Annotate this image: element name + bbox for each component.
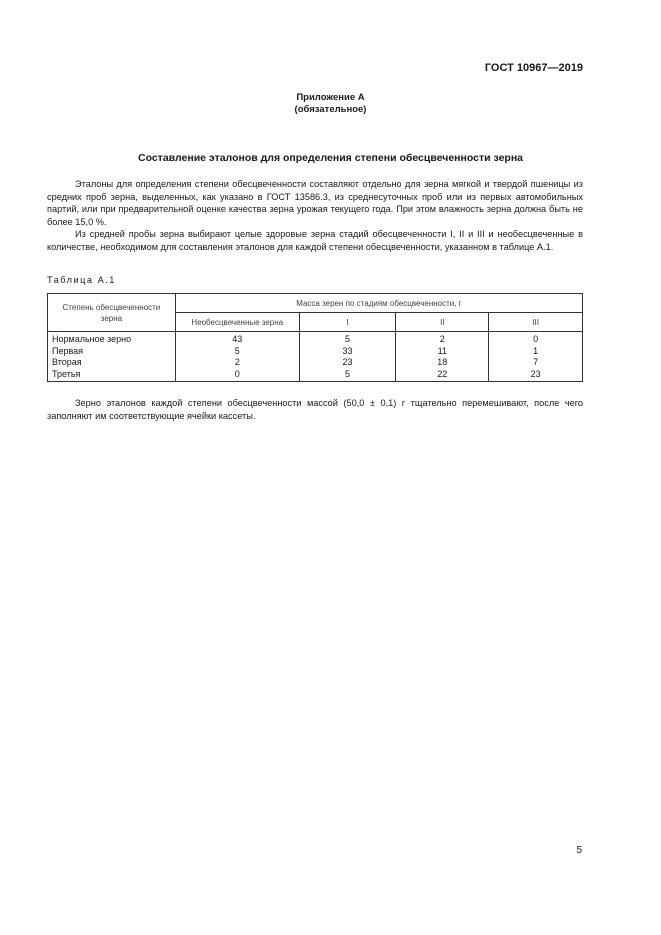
- row-label: Третья: [48, 369, 176, 382]
- section-title: Составление эталонов для определения степени обесцвеченности зерна: [137, 152, 523, 164]
- cell-value: 2: [175, 357, 299, 369]
- closing-paragraph: Зерно эталонов каждой степени обесцвеченности массой (50,0 ± 0,1) г тщательно перемешивают, после чего заполняют им соответствующие ячейки кассеты.: [47, 398, 583, 421]
- column-header-unbleached: Необесцвеченные зерна: [175, 313, 299, 332]
- cell-value: 33: [299, 346, 396, 358]
- column-header-degree: Степень обесцвеченности зерна: [48, 294, 176, 332]
- standard-number: ГОСТ 10967—2019: [484, 62, 583, 74]
- column-header-stage-2: II: [396, 313, 489, 332]
- table-row: [48, 346, 583, 358]
- table-header-row: [48, 294, 583, 313]
- row-label: Первая: [48, 346, 176, 358]
- annex-status: (обязательное): [294, 104, 367, 115]
- table-row: [48, 357, 583, 369]
- paragraph-1: Эталоны для определения степени обесцвеченности составляют отдельно для зерна мягкой и твердой пшеницы из средних проб зерна, выделенных, как указано в ГОСТ 13586.3, из среднесуточных проб или из первых автомобильных партий, или при предварительной оценке качества зерна урожая текущего года. При этом влажность зерна должна быть не более 15,0 %.: [47, 179, 583, 227]
- paragraph-2: Из средней пробы зерна выбирают целые здоровые зерна стадий обесцвеченности I, II и III и необесцвеченные в количестве, необходимом для составления эталонов для каждой степени обесцвеченности, указанном в таблице А.1.: [47, 229, 583, 252]
- cell-value: 23: [299, 357, 396, 369]
- page-number: 5: [576, 845, 582, 856]
- row-label: Вторая: [48, 357, 176, 369]
- cell-value: 5: [299, 332, 396, 346]
- cell-value: 2: [396, 332, 489, 346]
- table-caption: Таблица А.1: [47, 275, 116, 285]
- cell-value: 7: [489, 357, 583, 369]
- cell-value: 5: [175, 346, 299, 358]
- cell-value: 22: [396, 369, 489, 382]
- column-header-stage-1: I: [299, 313, 396, 332]
- cell-value: 18: [396, 357, 489, 369]
- cell-value: 23: [489, 369, 583, 382]
- cell-value: 0: [175, 369, 299, 382]
- cell-value: 1: [489, 346, 583, 358]
- cell-value: 11: [396, 346, 489, 358]
- cell-value: 43: [175, 332, 299, 346]
- cell-value: 5: [299, 369, 396, 382]
- column-header-stage-3: III: [489, 313, 583, 332]
- data-table: [47, 293, 583, 382]
- table-row: [48, 369, 583, 382]
- column-group-header: Масса зерен по стадиям обесцвеченности, г: [175, 294, 582, 313]
- table-row: [48, 332, 583, 346]
- cell-value: 0: [489, 332, 583, 346]
- row-label: Нормальное зерно: [48, 332, 176, 346]
- annex-title: Приложение А: [296, 92, 365, 103]
